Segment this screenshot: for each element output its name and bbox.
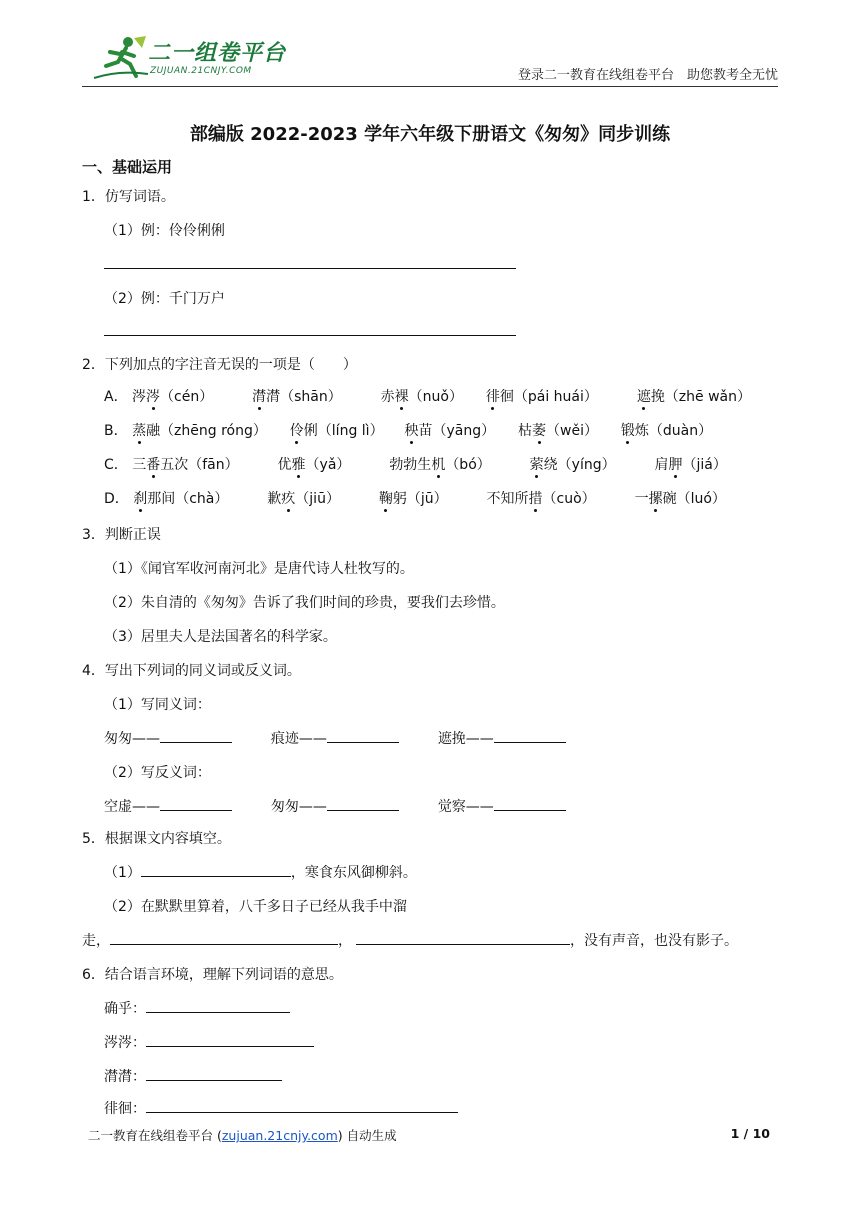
question-4-stem: 4．写出下列词的同义词或反义词。 — [82, 663, 301, 679]
question-1-stem: 1．仿写词语。 — [82, 189, 175, 205]
question-6-stem: 6．结合语言环境，理解下列词语的意思。 — [82, 967, 343, 983]
option-a[interactable]: A． 涔涔（cén） 潸潸（shān） 赤裸（nuǒ） 徘徊（pái huái） 遮挽（zhē wǎn） — [104, 386, 751, 406]
question-5-sub2-continued: 走， ， ，没有声音，也没有影子。 — [82, 930, 738, 950]
section-heading: 一、基础运用 — [82, 158, 173, 176]
option-label: D． — [104, 491, 129, 507]
option-label: C． — [104, 457, 128, 473]
header-slogan: 登录二一教育在线组卷平台 助您教考全无忧 — [517, 68, 778, 83]
runner-icon — [90, 34, 150, 84]
synonym-row: 匆匆—— 痕迹—— 遮挽—— — [104, 728, 566, 748]
question-3-stem: 3．判断正误 — [82, 527, 161, 543]
answer-blank[interactable] — [141, 862, 291, 877]
definition-row: 潸潸： — [104, 1066, 282, 1086]
question-3-sub2: （2）朱自清的《匆匆》告诉了我们时间的珍贵，要我们去珍惜。 — [104, 595, 505, 611]
answer-blank[interactable] — [494, 796, 566, 811]
answer-line[interactable] — [104, 268, 516, 269]
answer-blank[interactable] — [146, 1066, 282, 1081]
question-4-sub2: （2）写反义词： — [104, 765, 211, 781]
definition-row: 确乎： — [104, 998, 290, 1018]
page-number: 1 / 10 — [730, 1126, 770, 1141]
question-5-stem: 5．根据课文内容填空。 — [82, 831, 231, 847]
question-1-sub2: （2）例：千门万户 — [104, 291, 225, 307]
option-b[interactable]: B． 蒸融（zhēng róng） 伶俐（líng lì） 秧苗（yāng） 枯萎（wěi） 锻炼（duàn） — [104, 420, 712, 440]
footer-link[interactable]: zujuan.21cnjy.com — [221, 1128, 338, 1143]
answer-blank[interactable] — [110, 930, 338, 945]
question-5-sub1: （1） ，寒食东风御柳斜。 — [104, 862, 417, 882]
definition-row: 徘徊： — [104, 1098, 458, 1118]
question-3-sub3: （3）居里夫人是法国著名的科学家。 — [104, 629, 337, 645]
question-2-stem: 2．下列加点的字注音无误的一项是（ ） — [82, 357, 357, 373]
answer-blank[interactable] — [327, 796, 399, 811]
answer-blank[interactable] — [146, 998, 290, 1013]
answer-blank[interactable] — [356, 930, 570, 945]
definition-row: 涔涔： — [104, 1032, 314, 1052]
question-3-sub1: （1）《闻官军收河南河北》是唐代诗人杜牧写的。 — [104, 561, 414, 577]
logo-text: 二一组卷平台 — [148, 41, 287, 66]
answer-blank[interactable] — [146, 1098, 458, 1113]
option-c[interactable]: C． 三番五次（fān） 优雅（yǎ） 勃勃生机（bó） 萦绕（yíng） 肩胛（jiá） — [104, 454, 727, 474]
page-title: 部编版 2022-2023 学年六年级下册语文《匆匆》同步训练 — [189, 124, 671, 145]
antonym-row: 空虚—— 匆匆—— 觉察—— — [104, 796, 566, 816]
logo-subtitle: ZUJUAN.21CNJY.COM — [150, 66, 252, 76]
footer-source: 二一教育在线组卷平台 (zujuan.21cnjy.com) 自动生成 — [88, 1128, 397, 1143]
header-divider — [82, 86, 778, 87]
option-d[interactable]: D． 刹那间（chà） 歉疚（jiū） 鞠躬（jū） 不知所措（cuò） 一摞碗（luó） — [104, 488, 726, 508]
answer-blank[interactable] — [327, 728, 399, 743]
answer-blank[interactable] — [494, 728, 566, 743]
option-label: B． — [104, 423, 128, 439]
answer-blank[interactable] — [146, 1032, 314, 1047]
answer-line[interactable] — [104, 335, 516, 336]
question-1-sub1: （1）例：伶伶俐俐 — [104, 223, 225, 239]
answer-blank[interactable] — [160, 728, 232, 743]
option-label: A． — [104, 389, 128, 405]
question-4-sub1: （1）写同义词： — [104, 697, 211, 713]
answer-blank[interactable] — [160, 796, 232, 811]
question-5-sub2: （2）在默默里算着，八千多日子已经从我手中溜 — [104, 899, 407, 915]
